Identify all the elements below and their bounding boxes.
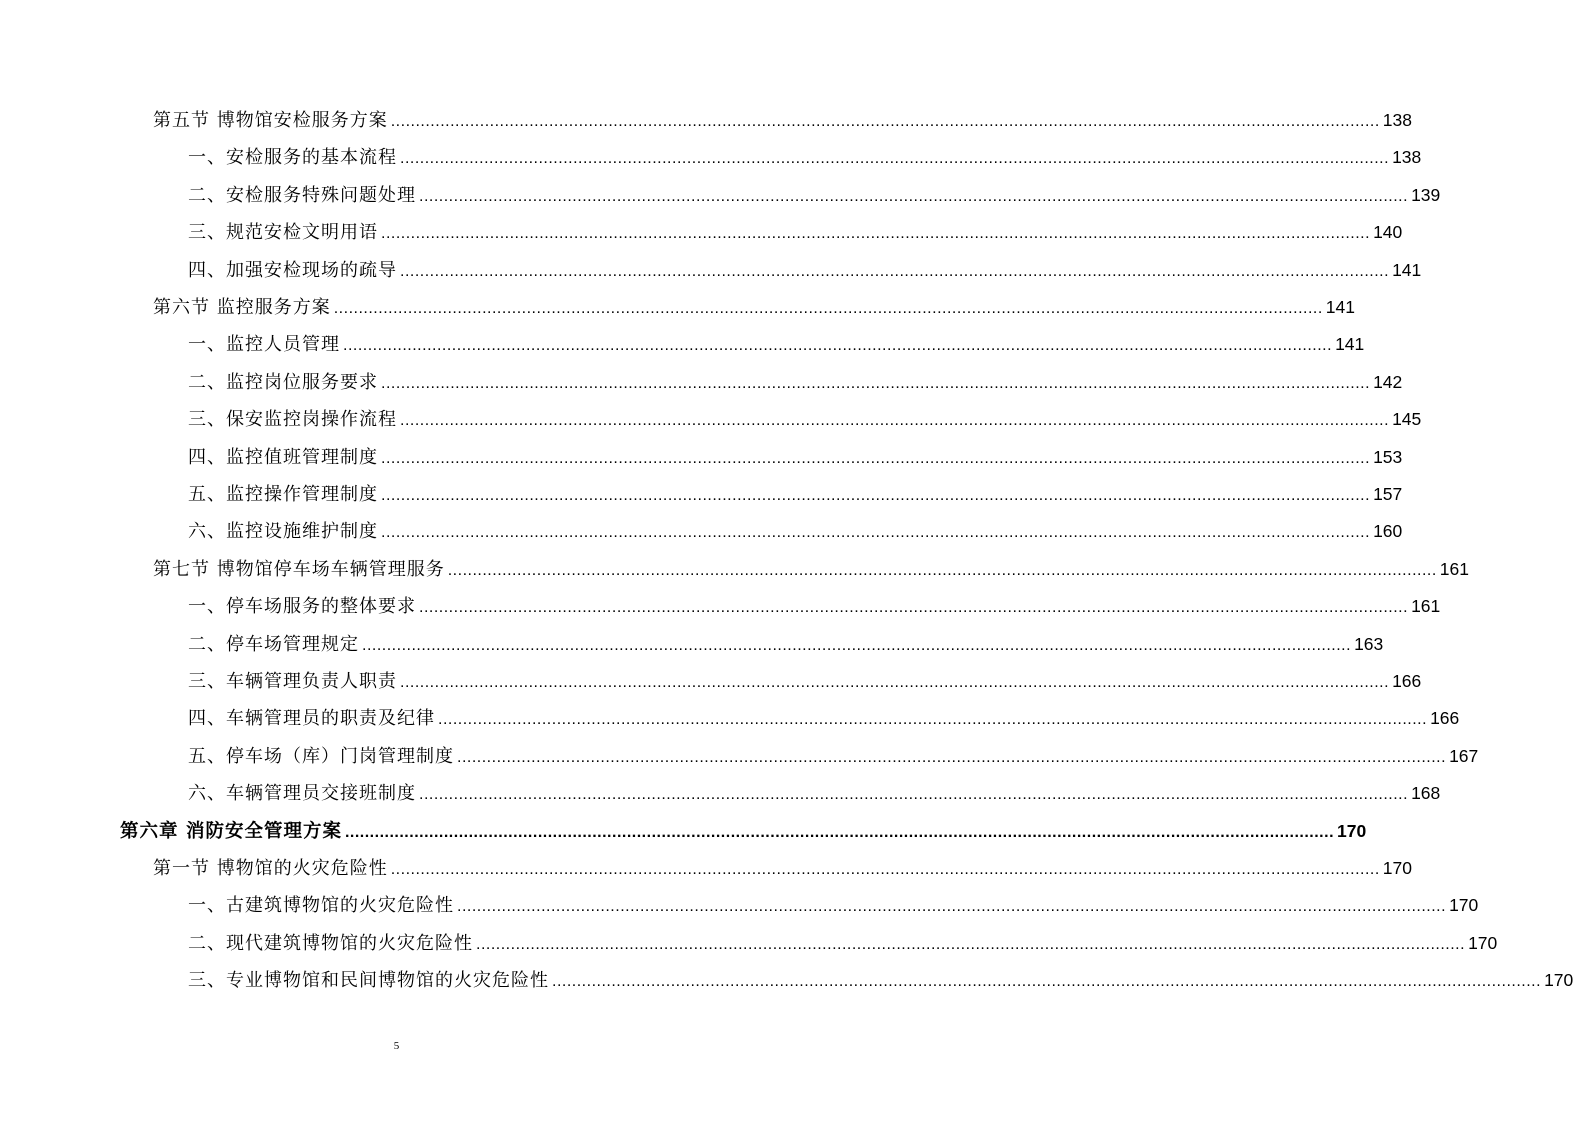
- toc-dot-leader: ........................................................................................................................................................................................................: [457, 898, 1447, 916]
- toc-entry-page: 166: [1430, 708, 1460, 729]
- toc-entry-title: 三、规范安检文明用语: [188, 222, 378, 244]
- toc-entry-title: 第六节 监控服务方案: [153, 297, 331, 318]
- toc-entry-page: 170: [1544, 970, 1573, 991]
- toc-dot-leader: ........................................................................................................................................................................................................: [552, 973, 1542, 991]
- toc-dot-leader: ........................................................................................................................................................................................................: [400, 150, 1390, 168]
- toc-dot-leader: ........................................................................................................................................................................................................: [419, 599, 1409, 617]
- toc-entry[interactable]: [188, 742, 1479, 772]
- toc-dot-leader: ........................................................................................................................................................................................................: [476, 935, 1466, 953]
- toc-entry-page: 167: [1449, 745, 1479, 766]
- toc-entry-title: 一、古建筑博物馆的火灾危险性: [188, 895, 454, 917]
- toc-entry[interactable]: [153, 106, 1412, 136]
- toc-entry-page: 153: [1373, 446, 1403, 467]
- toc-entry[interactable]: [188, 779, 1441, 809]
- toc-dot-leader: ........................................................................................................................................................................................................: [438, 711, 1428, 729]
- toc-entry-page: 141: [1335, 334, 1365, 355]
- toc-entry-page: 166: [1392, 671, 1422, 691]
- toc-dot-leader: ........................................................................................................................................................................................................: [344, 823, 1335, 841]
- toc-entry-title: 第七节 博物馆停车场车辆管理服务: [153, 558, 445, 580]
- toc-entry[interactable]: [188, 443, 1403, 473]
- toc-dot-leader: ........................................................................................................................................................................................................: [381, 225, 1371, 243]
- toc-entry[interactable]: [188, 929, 1498, 959]
- toc-entry-page: 160: [1373, 521, 1403, 542]
- toc-entry[interactable]: [188, 368, 1403, 398]
- toc-entry-title: 二、停车场管理规定: [188, 633, 359, 655]
- toc-entry-page: 138: [1382, 110, 1412, 130]
- page-number: 5: [393, 1040, 400, 1052]
- toc-dot-leader: ........................................................................................................................................................................................................: [381, 374, 1371, 392]
- toc-entry-title: 第五节 博物馆安检服务方案: [153, 110, 388, 131]
- toc-entry-title: 四、加强安检现场的疏导: [188, 259, 397, 281]
- toc-entry-page: 142: [1373, 371, 1403, 392]
- toc-entry-page: 141: [1392, 259, 1422, 280]
- toc-entry-page: 139: [1411, 184, 1441, 205]
- toc-entry-title: 一、监控人员管理: [188, 334, 340, 356]
- toc-entry-title: 五、监控操作管理制度: [188, 484, 378, 505]
- toc-entry-page: 170: [1337, 820, 1367, 841]
- toc-entry[interactable]: [188, 143, 1422, 173]
- toc-entry-title: 五、停车场（库）门岗管理制度: [188, 745, 454, 767]
- toc-entry-title: 四、监控值班管理制度: [188, 446, 378, 468]
- toc-entry[interactable]: [188, 181, 1441, 211]
- toc-entry-page: 170: [1382, 858, 1412, 878]
- toc-entry-page: 145: [1392, 409, 1422, 430]
- toc-dot-leader: ........................................................................................................................................................................................................: [419, 187, 1409, 205]
- toc-dot-leader: ........................................................................................................................................................................................................: [400, 412, 1390, 430]
- toc-entry-page: 163: [1354, 633, 1384, 654]
- toc-entry-title: 一、停车场服务的整体要求: [188, 596, 416, 618]
- toc-entry[interactable]: [188, 592, 1441, 622]
- toc-dot-leader: ........................................................................................................................................................................................................: [419, 786, 1409, 804]
- toc-entry-page: 157: [1373, 484, 1403, 504]
- toc-dot-leader: ........................................................................................................................................................................................................: [381, 524, 1371, 542]
- toc-entry-page: 161: [1439, 558, 1469, 579]
- toc-entry-title: 二、现代建筑博物馆的火灾危险性: [188, 932, 473, 954]
- toc-dot-leader: ........................................................................................................................................................................................................: [381, 487, 1371, 504]
- toc-entry-title: 四、车辆管理员的职责及纪律: [188, 708, 435, 730]
- toc-entry-page: 168: [1411, 783, 1441, 804]
- toc-entry[interactable]: [188, 966, 1573, 996]
- toc-entry[interactable]: [188, 517, 1403, 547]
- toc-entry[interactable]: [188, 630, 1384, 660]
- toc-entry-title: 二、监控岗位服务要求: [188, 371, 378, 393]
- toc-entry[interactable]: [188, 704, 1460, 734]
- toc-entry[interactable]: [188, 667, 1422, 697]
- toc-entry[interactable]: [153, 854, 1412, 884]
- toc-dot-leader: ........................................................................................................................................................................................................: [381, 449, 1371, 467]
- toc-entry[interactable]: [188, 256, 1422, 286]
- toc-entry-title: 第一节 博物馆的火灾危险性: [153, 858, 388, 879]
- toc-entry-title: 三、车辆管理负责人职责: [188, 671, 397, 692]
- toc-dot-leader: ........................................................................................................................................................................................................: [362, 636, 1352, 654]
- toc-entry-page: 170: [1449, 895, 1479, 916]
- toc-dot-leader: ........................................................................................................................................................................................................: [400, 262, 1390, 280]
- toc-entry[interactable]: [188, 330, 1365, 360]
- toc-entry-title: 三、保安监控岗操作流程: [188, 409, 397, 431]
- toc-entry-title: 第六章 消防安全管理方案: [120, 820, 342, 842]
- toc-entry[interactable]: [188, 405, 1422, 435]
- toc-entry-page: 138: [1392, 147, 1422, 168]
- toc-entry-title: 一、安检服务的基本流程: [188, 147, 397, 169]
- toc-dot-leader: ........................................................................................................................................................................................................: [457, 748, 1447, 766]
- toc-entry[interactable]: [153, 293, 1355, 323]
- toc-entry-page: 141: [1325, 297, 1355, 317]
- toc-entry-page: 161: [1411, 596, 1441, 617]
- toc-dot-leader: ........................................................................................................................................................................................................: [400, 674, 1390, 691]
- toc-entry[interactable]: [188, 480, 1403, 510]
- toc-entry[interactable]: [188, 218, 1403, 248]
- toc-entry-page: 170: [1468, 932, 1498, 953]
- toc-entry[interactable]: [188, 891, 1479, 921]
- toc-dot-leader: ........................................................................................................................................................................................................: [390, 113, 1380, 130]
- toc-entry-title: 三、专业博物馆和民间博物馆的火灾危险性: [188, 970, 549, 992]
- toc-entry-title: 六、监控设施维护制度: [188, 521, 378, 543]
- toc-dot-leader: ........................................................................................................................................................................................................: [447, 561, 1437, 579]
- toc-dot-leader: ........................................................................................................................................................................................................: [333, 300, 1323, 317]
- toc-entry[interactable]: [120, 817, 1367, 847]
- toc-dot-leader: ........................................................................................................................................................................................................: [390, 861, 1380, 878]
- toc-entry[interactable]: [153, 555, 1469, 585]
- toc-dot-leader: ........................................................................................................................................................................................................: [343, 337, 1333, 355]
- toc-entry-title: 六、车辆管理员交接班制度: [188, 783, 416, 805]
- toc-entry-title: 二、安检服务特殊问题处理: [188, 184, 416, 206]
- toc-entry-page: 140: [1373, 222, 1403, 243]
